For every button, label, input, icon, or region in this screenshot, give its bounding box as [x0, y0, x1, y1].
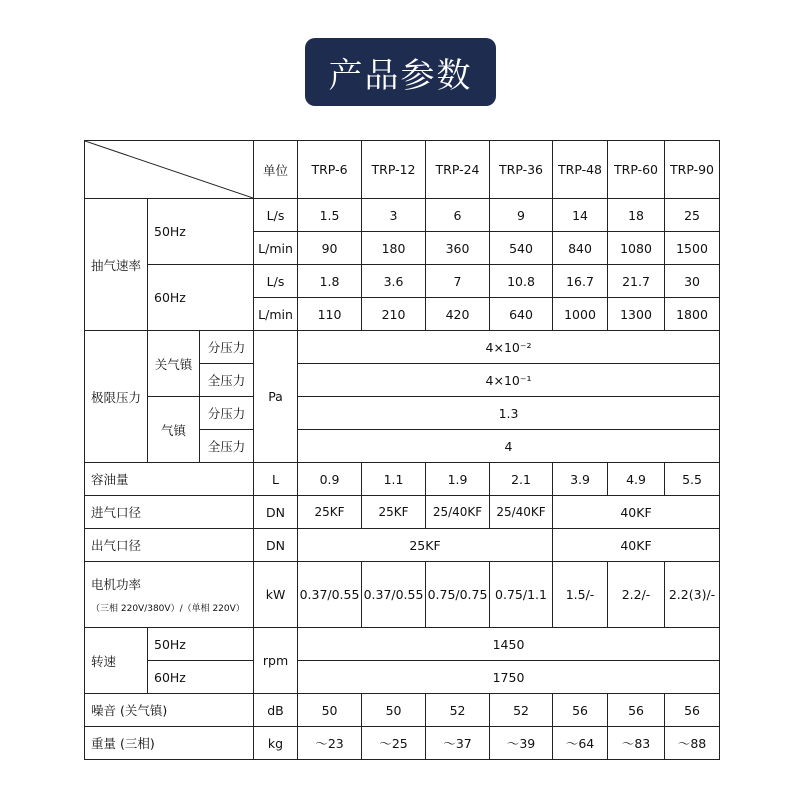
value-cell: 1750: [298, 661, 720, 694]
outlet-label: 出气口径: [85, 529, 254, 562]
value-cell: 16.7: [553, 265, 608, 298]
table-row: [85, 496, 720, 529]
value-cell: 50: [362, 694, 426, 727]
value-cell: 1.3: [298, 397, 720, 430]
hz60-label: 60Hz: [148, 661, 254, 694]
value-cell: ～39: [490, 727, 553, 760]
value-cell: 4×10⁻²: [298, 331, 720, 364]
table-row: [85, 529, 720, 562]
model-header: TRP-48: [553, 141, 608, 199]
ultimate-pressure-label: 极限压力: [85, 331, 148, 463]
spec-table: [84, 140, 720, 760]
unit-cell: kW: [254, 562, 298, 628]
value-cell: 52: [490, 694, 553, 727]
unit-cell: L/s: [254, 199, 298, 232]
table-row: [85, 661, 720, 694]
motor-power-label: 电机功率: [91, 577, 142, 592]
unit-cell: dB: [254, 694, 298, 727]
diagonal-line: [85, 141, 253, 198]
value-cell: 210: [362, 298, 426, 331]
table-row: [85, 265, 720, 298]
inlet-label: 进气口径: [85, 496, 254, 529]
diagonal-corner-cell: [85, 141, 254, 199]
ballast-open-label: 气镇: [148, 397, 200, 463]
value-cell: ～37: [426, 727, 490, 760]
unit-cell: kg: [254, 727, 298, 760]
value-cell: 25/40KF: [490, 496, 553, 529]
hz50-label: 50Hz: [148, 628, 254, 661]
partial-pressure-label: 分压力: [200, 397, 254, 430]
value-cell: 1800: [665, 298, 720, 331]
noise-label: 噪音 (关气镇): [85, 694, 254, 727]
value-cell: 1080: [608, 232, 665, 265]
table-row: [85, 463, 720, 496]
value-cell: 0.37/0.55: [362, 562, 426, 628]
header-row: [85, 141, 720, 199]
partial-pressure-label: 分压力: [200, 331, 254, 364]
model-header: TRP-12: [362, 141, 426, 199]
value-cell: 6: [426, 199, 490, 232]
motor-power-cell: [85, 562, 254, 628]
pressure-unit: Pa: [254, 331, 298, 463]
unit-cell: L: [254, 463, 298, 496]
value-cell: 840: [553, 232, 608, 265]
unit-cell: DN: [254, 529, 298, 562]
value-cell: 40KF: [553, 529, 720, 562]
value-cell: 640: [490, 298, 553, 331]
model-header: TRP-6: [298, 141, 362, 199]
unit-header: 单位: [254, 141, 298, 199]
value-cell: 3.9: [553, 463, 608, 496]
model-header: TRP-90: [665, 141, 720, 199]
value-cell: 3.6: [362, 265, 426, 298]
unit-cell: L/s: [254, 265, 298, 298]
value-cell: 10.8: [490, 265, 553, 298]
unit-cell: L/min: [254, 232, 298, 265]
value-cell: 1.8: [298, 265, 362, 298]
value-cell: 40KF: [553, 496, 720, 529]
value-cell: 0.9: [298, 463, 362, 496]
value-cell: ～64: [553, 727, 608, 760]
value-cell: 2.1: [490, 463, 553, 496]
value-cell: 1000: [553, 298, 608, 331]
value-cell: 360: [426, 232, 490, 265]
value-cell: 1500: [665, 232, 720, 265]
table-row: [85, 727, 720, 760]
model-header: TRP-36: [490, 141, 553, 199]
ballast-closed-label: 关气镇: [148, 331, 200, 397]
value-cell: 0.75/1.1: [490, 562, 553, 628]
value-cell: 180: [362, 232, 426, 265]
speed-label: 转速: [85, 628, 148, 694]
total-pressure-label: 全压力: [200, 364, 254, 397]
model-header: TRP-60: [608, 141, 665, 199]
value-cell: 0.37/0.55: [298, 562, 362, 628]
value-cell: 52: [426, 694, 490, 727]
value-cell: ～23: [298, 727, 362, 760]
value-cell: 1300: [608, 298, 665, 331]
value-cell: ～83: [608, 727, 665, 760]
table-row: [85, 331, 720, 364]
value-cell: 4: [298, 430, 720, 463]
value-cell: 2.2(3)/-: [665, 562, 720, 628]
value-cell: 25KF: [298, 529, 553, 562]
unit-cell: DN: [254, 496, 298, 529]
page-title: 产品参数: [305, 38, 496, 106]
value-cell: 9: [490, 199, 553, 232]
value-cell: 3: [362, 199, 426, 232]
hz50-label: 50Hz: [148, 199, 254, 265]
value-cell: 50: [298, 694, 362, 727]
value-cell: 0.75/0.75: [426, 562, 490, 628]
value-cell: ～88: [665, 727, 720, 760]
weight-label: 重量 (三相): [85, 727, 254, 760]
value-cell: 4×10⁻¹: [298, 364, 720, 397]
oil-capacity-label: 容油量: [85, 463, 254, 496]
value-cell: 1.9: [426, 463, 490, 496]
pumping-speed-label: 抽气速率: [85, 199, 148, 331]
value-cell: 56: [553, 694, 608, 727]
table-row: [85, 397, 720, 430]
value-cell: 1.1: [362, 463, 426, 496]
unit-cell: rpm: [254, 628, 298, 694]
table-row: [85, 694, 720, 727]
hz60-label: 60Hz: [148, 265, 254, 331]
value-cell: 7: [426, 265, 490, 298]
value-cell: 25KF: [298, 496, 362, 529]
unit-cell: L/min: [254, 298, 298, 331]
value-cell: 1.5/-: [553, 562, 608, 628]
value-cell: 1.5: [298, 199, 362, 232]
value-cell: 90: [298, 232, 362, 265]
value-cell: 25: [665, 199, 720, 232]
value-cell: 110: [298, 298, 362, 331]
value-cell: 30: [665, 265, 720, 298]
value-cell: 56: [608, 694, 665, 727]
value-cell: 21.7: [608, 265, 665, 298]
table-row: [85, 199, 720, 232]
value-cell: 1450: [298, 628, 720, 661]
model-header: TRP-24: [426, 141, 490, 199]
value-cell: 18: [608, 199, 665, 232]
value-cell: 2.2/-: [608, 562, 665, 628]
value-cell: 4.9: [608, 463, 665, 496]
value-cell: 540: [490, 232, 553, 265]
table-row: [85, 562, 720, 628]
total-pressure-label: 全压力: [200, 430, 254, 463]
value-cell: 25/40KF: [426, 496, 490, 529]
motor-power-note: （三相 220V/380V）/（单相 220V）: [91, 604, 245, 614]
table-row: [85, 628, 720, 661]
value-cell: ～25: [362, 727, 426, 760]
value-cell: 420: [426, 298, 490, 331]
value-cell: 5.5: [665, 463, 720, 496]
value-cell: 14: [553, 199, 608, 232]
value-cell: 56: [665, 694, 720, 727]
value-cell: 25KF: [362, 496, 426, 529]
